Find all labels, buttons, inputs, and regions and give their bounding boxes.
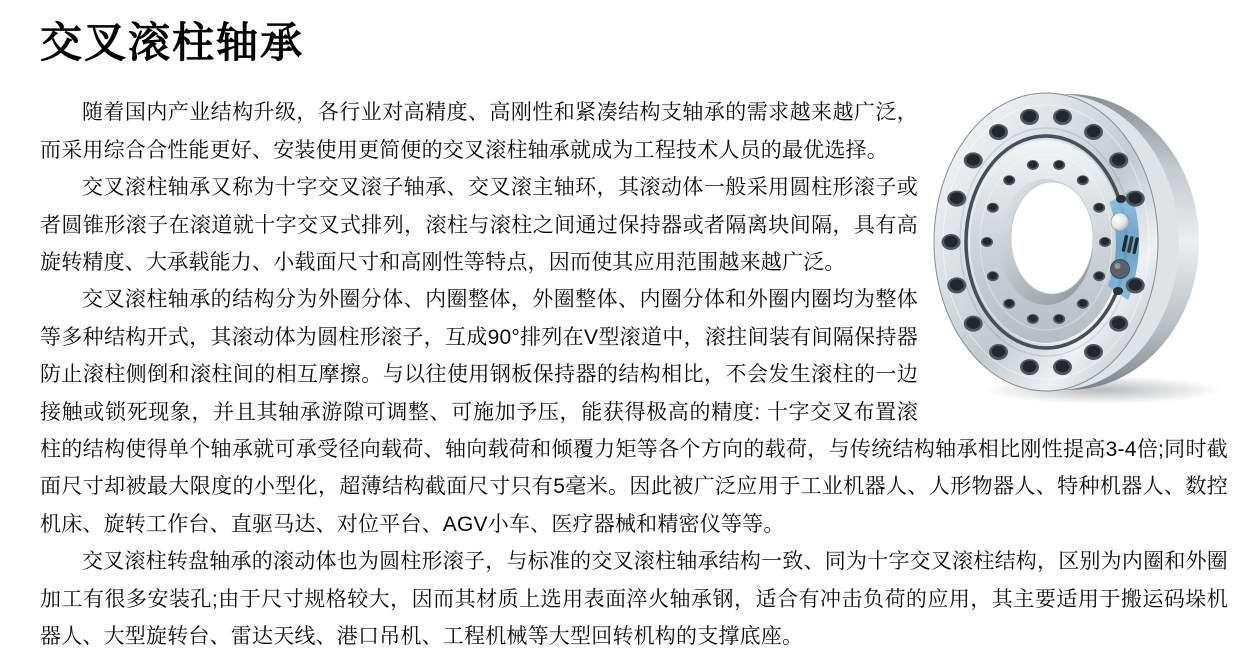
- page-title: 交叉滚柱轴承: [40, 19, 305, 66]
- article-body: [40, 94, 1228, 655]
- bearing-cutaway-slot-top: [1116, 195, 1126, 203]
- bearing-photo-svg: [928, 72, 1228, 407]
- bearing-bore-hole: [1011, 182, 1093, 294]
- bearing-roller-top: [1111, 213, 1129, 231]
- body-paragraph-2: 交叉滚柱轴承又称为十字交叉滚子轴承、交叉滚主轴环，其滚动体一般采用圆柱形滚子或者圆锥形滚子在滚道就十字交叉式排列，滚柱与滚柱之间通过保持器或者隔离块间隔，具有高旋转精度、大承载能力、小载面尺寸和高刚性等特点，因而使其应用范围越来越广泛。: [40, 176, 918, 275]
- bearing-cutaway-slot-bottom: [1113, 287, 1123, 295]
- bearing-roller-bottom: [1111, 260, 1130, 279]
- body-paragraph-4: 交叉滚柱转盘轴承的滚动体也为圆柱形滚子，与标准的交叉滚柱轴承结构一致、同为十字交叉滚柱结构，区别为内圈和外圈加工有很多安装孔;由于尺寸规格较大，因而其材质上选用表面淬火轴承钢，适合有冲击负荷的应用，其主要适用于搬运码垛机器人、大型旋转台、雷达天线、港口吊机、工程机械等大型回转机构的支撑底座。: [40, 550, 1228, 649]
- body-paragraph-3: 交叉滚柱轴承的结构分为外圈分体、内圈整体，外圈整体、内圈分体和外圈内圈均为整体等多种结构开式，其滚动体为圆柱形滚子，互成90°排列在V型滚道中，滚拄间装有间隔保持器防止滚柱侧倒和滚柱间的相互摩擦。与以往使用钢板保持器的结构相比，不会发生滚柱的一边接触或锁死现象，并且其轴承游隙可调整、可施加予压，能获得极高的精度: 十字交叉布置滚柱的结构使得单个轴承就可承受径向载荷、轴向载荷和倾覆力矩等各个方向的载荷，与传统结构轴承相比刚性提高3-4倍;同时截面尺寸却被最大限度的小型化，超薄结构截面尺寸只有5毫米。因此被广泛应用于工业机器人、人形物器人、特种机器人、数控机床、旋转工作台、直驱马达、对位平台、AGV小车、医疗器械和精密仪等等。: [40, 288, 1228, 536]
- bearing-image: [928, 72, 1228, 410]
- body-paragraph-1: 随着国内产业结构升级，各行业对高精度、高刚性和紧凑结构支轴承的需求越来越广泛，而采用综合合性能更好、安装使用更简便的交叉滚柱轴承就成为工程技术人员的最优选择。: [40, 101, 918, 162]
